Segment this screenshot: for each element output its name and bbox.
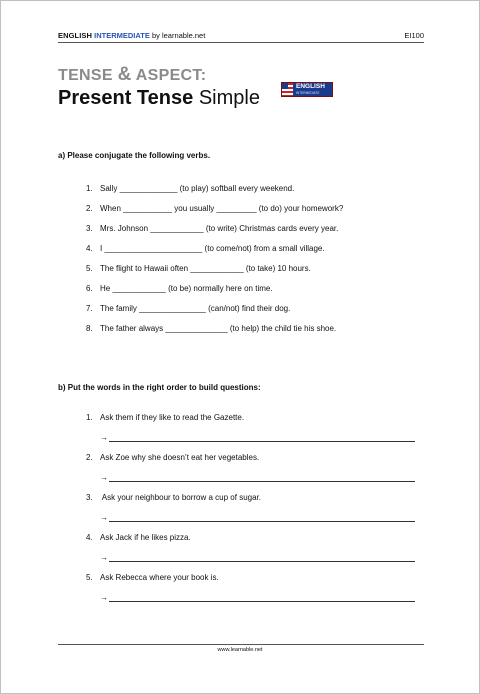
item-number: 2. [86,453,93,462]
header-rule [58,42,424,43]
exercise-a-item [86,284,273,293]
arrow-right-icon: → [100,513,108,522]
item-text: The flight to Hawaii often ____________ (to take) 10 hours. [100,264,311,273]
item-text: When ___________ you usually _________ (to do) your homework? [100,204,344,213]
exercise-a-item [86,244,325,253]
item-text: I ______________________ (to come/not) from a small village. [100,244,325,253]
exercise-b-item [86,453,259,462]
logo-label [293,84,325,96]
title-tense: TENSE [58,67,113,84]
item-text: Sally _____________ (to play) softball every weekend. [100,184,295,193]
exercise-b-item [86,493,261,502]
brand-intermediate: INTERMEDIATE [94,31,150,40]
item-text: Mrs. Johnson ____________ (to write) Christmas cards every year. [100,224,339,233]
title-present-tense: Present Tense [58,87,194,109]
arrow-right-icon: → [100,473,108,482]
title-simple: Simple [198,87,260,109]
item-text: Ask Rebecca where your book is. [100,573,219,582]
exercise-a-item [86,224,338,233]
item-number: 5. [86,264,93,273]
footer-rule [58,644,424,645]
exercise-a-item [86,184,294,193]
english-intermediate-logo [281,82,333,97]
item-number: 8. [86,324,93,333]
item-text: Ask Zoe why she doesn’t eat her vegetables. [100,453,260,462]
title-aspect: ASPECT: [135,67,207,84]
exercise-a-item [86,264,311,273]
item-text: The father always ______________ (to help) the child tie his shoe. [100,324,337,333]
exercise-a-item [86,304,290,313]
exercise-b-item [86,573,219,582]
item-number: 6. [86,284,93,293]
item-text: The family _______________ (can/not) find their dog. [100,304,291,313]
item-number: 3. [86,224,93,233]
exercise-b-item [86,533,191,542]
item-number: 1. [86,184,93,193]
section-a-heading: a) Please conjugate the following verbs. [58,151,211,160]
arrow-right-icon: → [100,433,108,442]
answer-line[interactable] [109,521,415,522]
item-number: 4. [86,533,93,542]
footer-url: www.learnable.net [217,647,263,653]
brand-by: by learnable.net [151,31,206,40]
item-number: 7. [86,304,93,313]
arrow-right-icon: → [100,593,108,602]
logo-subtext: INTERMEDIATE [296,90,320,95]
page-header [58,31,424,40]
answer-line[interactable] [109,561,415,562]
item-number: 3. [86,493,93,502]
answer-line[interactable] [109,601,415,602]
item-number: 4. [86,244,93,253]
brand-english: ENGLISH [58,31,93,40]
exercise-b-item [86,413,244,422]
exercise-a-item [86,324,336,333]
title-line-1 [58,64,206,86]
flag-icon [282,83,293,96]
page-title [58,87,260,110]
worksheet-code: EI100 [404,31,424,40]
arrow-right-icon: → [100,553,108,562]
section-b-heading: b) Put the words in the right order to build questions: [58,383,261,392]
item-number: 5. [86,573,93,582]
item-text: Ask Jack if he likes pizza. [100,533,191,542]
item-number: 2. [86,204,93,213]
item-number: 1. [86,413,93,422]
item-text: Ask your neighbour to borrow a cup of sugar. [100,493,261,502]
item-text: He ____________ (to be) normally here on time. [100,284,273,293]
answer-line[interactable] [109,441,415,442]
logo-text: ENGLISH [296,82,325,90]
answer-line[interactable] [109,481,415,482]
title-ampersand: & [117,64,132,85]
item-text: Ask them if they like to read the Gazette. [100,413,245,422]
exercise-a-item [86,204,343,213]
